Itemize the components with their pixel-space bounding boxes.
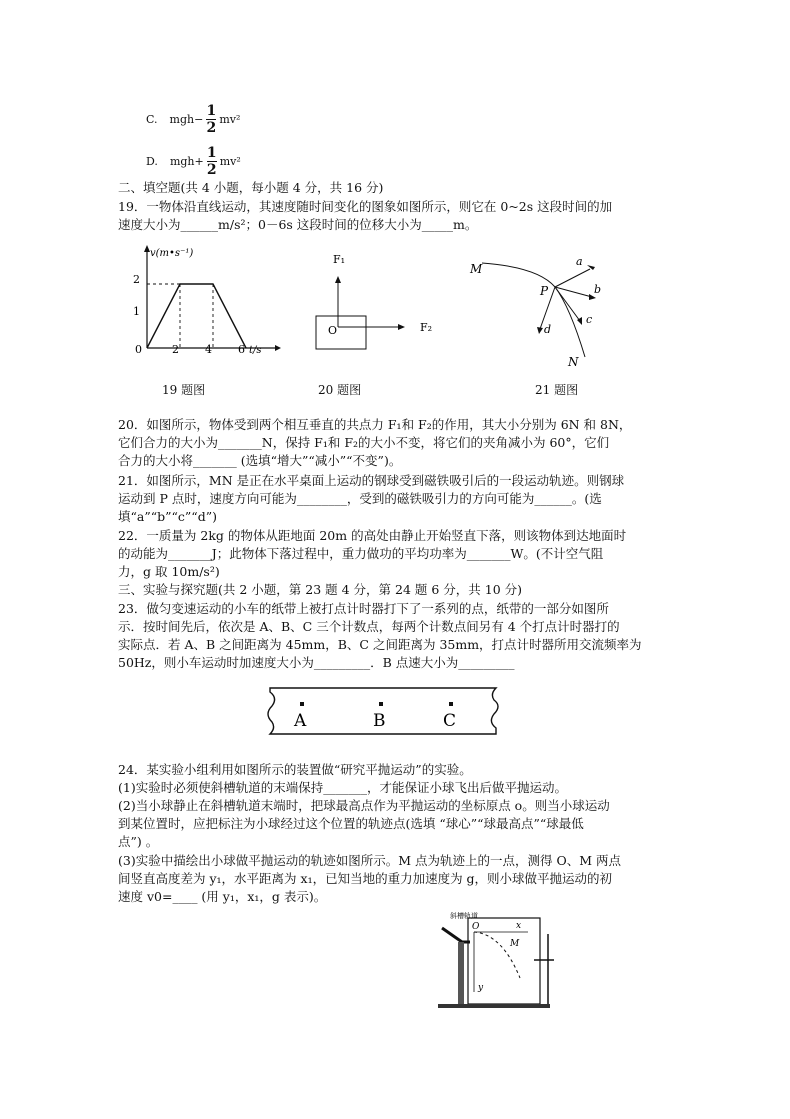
- q24-line-8: 速度 v0=____ (用 y₁，x₁，g 表示)。: [118, 889, 327, 904]
- q24-line-5: 点”) 。: [118, 834, 159, 849]
- fig19-ylabel: v(m•s⁻¹): [150, 248, 194, 259]
- fig24-apparatus: [436, 906, 576, 1012]
- fig19-xtick-0: 0: [135, 343, 142, 356]
- fig21-arrow-a: [555, 269, 590, 287]
- fig20-caption: 20 题图: [318, 383, 362, 397]
- q24-line-7: 间竖直高度差为 y₁，水平距离为 x₁，已知当地的重力加速度为 g，则小球做平抛运动的初: [118, 871, 613, 886]
- fig21-p: P: [540, 284, 549, 298]
- fig20-f2-head: [398, 324, 405, 330]
- q19-line-1: 19．一物体沿直线运动，其速度随时间变化的图象如图所示，则它在 0~2s 这段时间的加: [118, 199, 613, 214]
- option-d-expr-right: mv²: [219, 155, 241, 168]
- fig21-n: N: [568, 355, 579, 369]
- option-d-fraction: [207, 146, 217, 177]
- fig19-xtick-2: 2: [172, 343, 179, 356]
- option-c-fraction: [206, 104, 216, 135]
- fig19-series-line: [147, 284, 246, 348]
- fig24-track: [442, 928, 470, 942]
- q22-line-3: 力，g 取 10m/s²): [118, 564, 220, 579]
- option-c-expr-right: mv²: [219, 113, 241, 126]
- fig24-base: [438, 1004, 550, 1008]
- section2-title: 二、填空题(共 4 小题，每小题 4 分，共 16 分): [118, 180, 384, 195]
- option-d-label: D.: [146, 155, 158, 168]
- fig19-xlabel: t/s: [249, 345, 262, 356]
- fig19-data-marks: [147, 284, 246, 348]
- fig21-trajectory: [460, 245, 620, 370]
- fig19-vt-graph: [125, 240, 285, 365]
- tape-label-c: C: [443, 711, 457, 731]
- fig21-caption: 21 题图: [535, 383, 579, 397]
- fig24-x: x: [516, 921, 522, 931]
- q23-line-3: 实际点．若 A、B 之间距离为 45mm，B、C 之间距离为 35mm，打点计时器所用交流频率为: [118, 637, 642, 652]
- paper-tape: [258, 684, 506, 740]
- tape-dot-a: [300, 702, 304, 706]
- fig20-origin: O: [328, 324, 338, 337]
- fig19-caption: 19 题图: [162, 383, 206, 397]
- q21-line-2: 运动到 P 点时，速度方向可能为________，受到的磁铁吸引力的方向可能为______。(选: [118, 491, 602, 506]
- fig21-a: a: [576, 255, 583, 268]
- option-c-num: 1: [206, 103, 217, 119]
- fig19-ytick-2: 2: [133, 273, 140, 286]
- fig21-curve: [482, 263, 585, 357]
- q21-line-3: 填“a”“b”“c”“d”): [118, 509, 217, 524]
- fig20-f1-label: F₁: [333, 253, 346, 266]
- fig21-m: M: [470, 262, 483, 276]
- q24-line-4: 到某位置时，应把标注为小球经过这个位置的轨迹点(选填 “球心”“球最高点”“球最低: [118, 816, 584, 831]
- q24-line-1: 24．某实验小组利用如图所示的装置做“研究平抛运动”的实验。: [118, 762, 472, 777]
- q24-line-3: (2)当小球静止在斜槽轨道末端时，把球最高点作为平抛运动的坐标原点 o。则当小球运动: [118, 798, 610, 813]
- q22-line-2: 的动能为_______J；此物体下落过程中，重力做功的平均功率为_______W。(不计空气阻: [118, 546, 604, 561]
- fig20-box: [316, 316, 366, 349]
- q21-line-1: 21．如图所示，MN 是正在水平桌面上运动的钢球受到磁铁吸引后的一段运动轨迹。则钢球: [118, 473, 625, 488]
- q22-line-1: 22．一质量为 2kg 的物体从距地面 20m 的高处由静止开始竖直下落，则该物体到达地面时: [118, 528, 627, 543]
- option-d-den: 2: [206, 162, 217, 178]
- option-c-expr-left: mgh−: [169, 113, 204, 126]
- option-c: [146, 104, 240, 135]
- fig20-f2-label: F₂: [420, 321, 433, 334]
- q23-line-2: 示．按时间先后，依次是 A、B、C 三个计数点，每两个计数点间另有 4 个打点计时器打的: [118, 619, 620, 634]
- fig21-d: d: [544, 323, 552, 336]
- tape-label-b: B: [373, 711, 386, 731]
- option-c-label: C.: [146, 113, 158, 126]
- fig24-track-label: 斜槽轨道: [450, 912, 478, 920]
- option-d-num: 1: [206, 145, 217, 161]
- q24-line-2: (1)实验时必须使斜槽轨道的末端保持_______，才能保证小球飞出后做平抛运动。: [118, 780, 567, 795]
- option-d-expr-left: mgh+: [169, 155, 204, 168]
- q19-line-2: 速度大小为______m/s²；0－6s 这段时间的位移大小为_____m。: [118, 217, 478, 232]
- fig21-head-a: [587, 265, 595, 270]
- fig20-forces: [300, 245, 450, 355]
- tape-label-a: A: [294, 711, 307, 731]
- fig21-head-d: [537, 327, 543, 334]
- q20-line-2: 它们合力的大小为_______N，保持 F₁和 F₂的大小不变，将它们的夹角减小为 60°，它们: [118, 435, 610, 450]
- fig24-m: M: [510, 939, 520, 949]
- fig19-xtick-6: 6: [238, 343, 245, 356]
- tape-dot-b: [379, 702, 383, 706]
- section3-title: 三、实验与探究题(共 2 小题，第 23 题 4 分，第 24 题 6 分，共 10 分): [118, 582, 523, 597]
- fig19-ytick-1: 1: [133, 305, 140, 318]
- q23-line-4: 50Hz，则小车运动时加速度大小为_________．B 点速大小为_________: [118, 655, 515, 670]
- option-c-den: 2: [206, 120, 217, 136]
- fig21-arrow-c: [555, 287, 580, 321]
- q24-line-6: (3)实验中描绘出小球做平抛运动的轨迹如图所示。M 点为轨迹上的一点，测得 O、M 两点: [118, 853, 621, 868]
- fig24-o: O: [472, 922, 480, 932]
- fig24-stand: [458, 942, 464, 1004]
- q23-line-1: 23．做匀变速运动的小车的纸带上被打点计时器打下了一系列的点，纸带的一部分如图所: [118, 601, 609, 616]
- fig19-xtick-4: 4: [205, 343, 212, 356]
- q20-line-1: 20．如图所示，物体受到两个相互垂直的共点力 F₁和 F₂的作用，其大小分别为 6N 和 8N，: [118, 417, 632, 432]
- option-d: [146, 146, 241, 177]
- fig21-b: b: [594, 283, 602, 296]
- fig21-c: c: [586, 313, 593, 326]
- fig19-x-arrow: [275, 345, 281, 351]
- q20-line-3: 合力的大小将_______ (选填“增大”“减小”“不变”)。: [118, 453, 402, 468]
- tape-dot-c: [449, 702, 453, 706]
- fig20-f1-head: [335, 276, 341, 283]
- fig24-y: y: [478, 983, 484, 993]
